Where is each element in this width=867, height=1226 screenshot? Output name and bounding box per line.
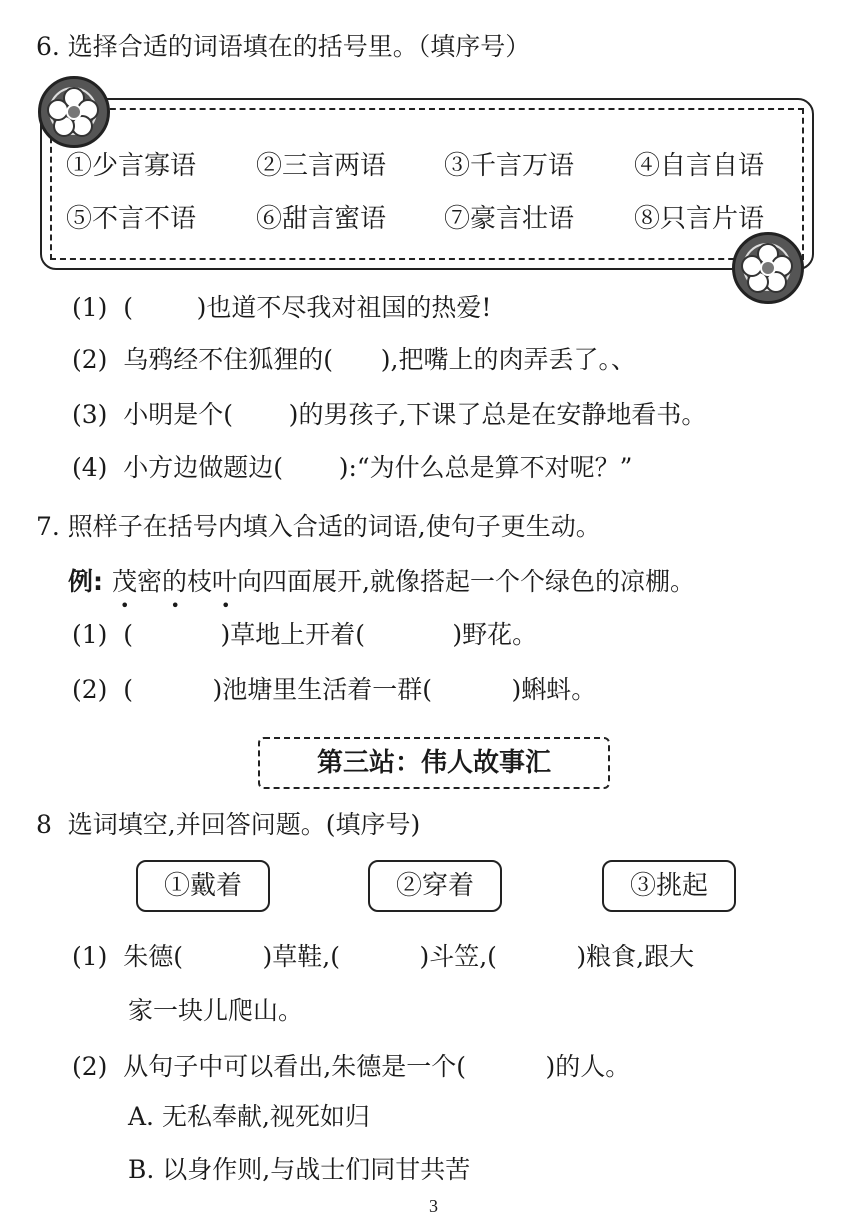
word-option: ①少言寡语 <box>66 151 197 181</box>
word-option: ⑦豪言壮语 <box>444 204 575 234</box>
q8-item-1[interactable]: (1) 朱德( )草鞋,( )斗笠,( )粮食,跟大 <box>72 942 695 971</box>
q7-example-label: 例: <box>68 567 103 596</box>
q7-example-text: 茂密的枝叶向四面展开,就像搭起一个个绿色的凉棚。 <box>112 567 695 596</box>
q7-item-1[interactable]: (1) ( )草地上开着( )野花。 <box>72 620 538 649</box>
word-option: ②三言两语 <box>256 151 387 181</box>
answer-option-a[interactable]: A. 无私奉献,视死如归 <box>128 1102 370 1131</box>
q6-item-2[interactable]: (2) 乌鸦经不住狐狸的( ),把嘴上的肉弄丢了。、 <box>72 345 636 374</box>
q6-item-3[interactable]: (3) 小明是个( )的男孩子,下课了总是在安静地看书。 <box>72 400 707 429</box>
q8-item-1-continued: 家一块儿爬山。 <box>128 996 304 1025</box>
answer-option-b[interactable]: B. 以身作则,与战士们同甘共苦 <box>128 1155 471 1184</box>
word-bank-inner <box>50 108 804 260</box>
word-option: ③千言万语 <box>444 151 575 181</box>
q6-item-1[interactable]: (1) ( )也道不尽我对祖国的热爱! <box>72 293 492 322</box>
q7-item-2[interactable]: (2) ( )池塘里生活着一群( )蝌蚪。 <box>72 675 597 704</box>
word-option: ⑤不言不语 <box>66 204 197 234</box>
page-number: 3 <box>429 1196 438 1216</box>
word-option: ④自言自语 <box>634 151 765 181</box>
q6-title: 6. 选择合适的词语填在的括号里。（填序号） <box>36 32 531 61</box>
choice-box: ②穿着 <box>368 860 502 912</box>
flower-ornament-icon <box>732 232 804 304</box>
section-heading: 第三站：伟人故事汇 <box>258 737 610 789</box>
q8-title: 8 选词填空,并回答问题。(填序号) <box>36 810 421 839</box>
word-option: ⑧只言片语 <box>634 204 765 234</box>
emphasis-dots: • • • <box>120 596 249 615</box>
q7-title: 7. 照样子在括号内填入合适的词语,使句子更生动。 <box>36 512 601 541</box>
choice-box: ③挑起 <box>602 860 736 912</box>
q8-item-2[interactable]: (2) 从句子中可以看出,朱德是一个( )的人。 <box>72 1052 631 1081</box>
word-option: ⑥甜言蜜语 <box>256 204 387 234</box>
q6-item-4[interactable]: (4) 小方边做题边( ):“为什么总是算不对呢？” <box>72 453 633 482</box>
flower-ornament-icon <box>38 76 110 148</box>
choice-box: ①戴着 <box>136 860 270 912</box>
